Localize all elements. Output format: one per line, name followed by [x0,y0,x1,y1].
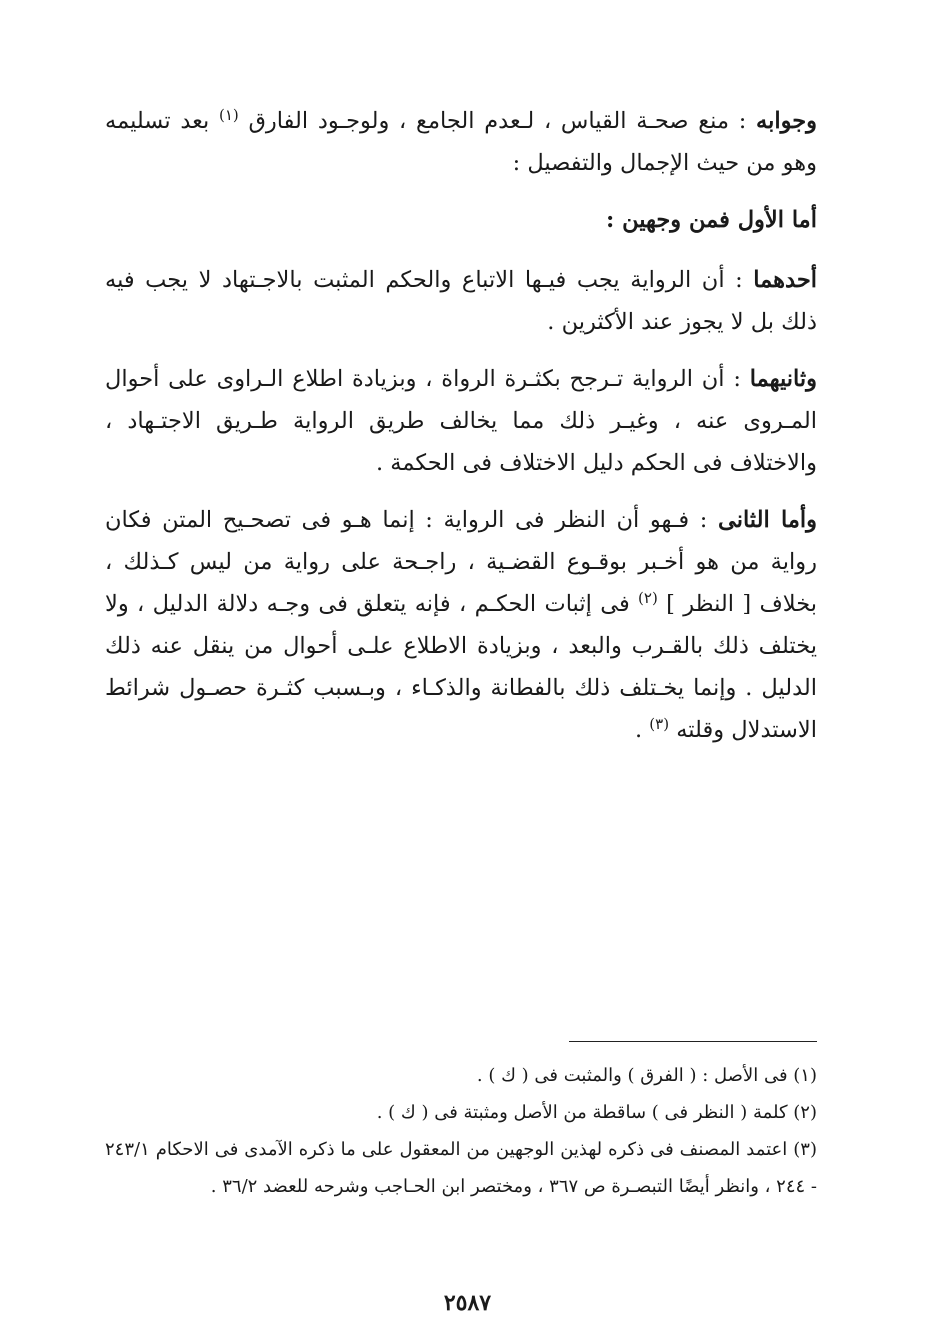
paragraph-text: : أن الرواية تـرجح بكثـرة الرواة ، وبزيادة اطلاع الـراوى على أحوال المـروى عنه ، وغيـر ذلك مما يخالف طريق الرواية طـريق الاجتـهاد ، والاختلاف فى الحكم دليل الاختلاف فى الحكمة . [105,366,817,476]
footnote-1: (١) فى الأصل : ( الفرق ) والمثبت فى ( ك ) . [476,1065,817,1086]
footnotes-block [105,1057,817,1205]
section-heading-first: أما الأول فمن وجهين : [605,207,817,233]
paragraph-text: : أن الرواية يجب فيـها الاتباع والحكم المثبت بالاجـتهاد لا يجب فيه ذلك بل لا يجوز عند الأكثرين . [105,267,817,335]
paragraph-lead: وأما الثانى [717,507,817,533]
paragraph-second-section [105,499,817,751]
paragraph-text: بعد تسليمه وهو من حيث الإجمال والتفصيل : [105,108,817,176]
footnote-ref-1[interactable]: (١) [218,106,239,124]
paragraph-second-point [105,358,817,484]
footnote-ref-2[interactable]: (٢) [638,589,658,607]
paragraph-text: : فـهو أن النظر فى الرواية : إنما هـو فى تصحـيح المتن فكان رواية من هو أخـبر بوقـوع القضـية ، راجـحة على رواية من ليس كـذلك ، بخلاف [ النظر ] [105,507,817,617]
paragraph-first-point [105,259,817,343]
paragraph-lead: أحدهما [753,267,817,293]
paragraph-lead: وجوابه [756,108,817,134]
paragraph-text: . [634,717,650,743]
footnote-3: (٣) اعتمد المصنف فى ذكره لهذين الوجهين من المعقول على ما ذكره الآمدى فى الاحكام ٢٤٣/١ - ٢٤٤ ، وانظر أيضًا التبصـرة ص ٣٦٧ ، ومختصر ابن الحـاجب وشرحه للعضد ٣٦/٢ . [105,1139,817,1197]
paragraph-lead: وثانيهما [749,366,817,392]
paragraph-answer [105,100,817,184]
paragraph-text: : منع صحـة القياس ، لـعدم الجامع ، ولوجـود الفارق [238,108,757,134]
main-text-block [105,100,817,766]
footnote-2: (٢) كلمة ( النظر فى ) ساقطة من الأصل ومثبتة فى ( ك ) . [376,1102,817,1123]
footnote-ref-3[interactable]: (٣) [649,715,670,733]
paragraph-text: فى إثبات الحكـم ، فإنه يتعلق فى وجـه دلالة الدليل ، ولا يختلف ذلك بالقـرب والبعد ، وبزيادة الاطلاع علـى أحوال من ينقل عنه ذلك الدليل . وإنما يخـتلف ذلك بالفطانة والذكـاء ، وبـسبب كثـرة حصـول شرائط الاستدلال وقلته [105,591,817,743]
page-number: ٢٥٨٧ [443,1290,492,1316]
footnote-divider [569,1041,817,1042]
